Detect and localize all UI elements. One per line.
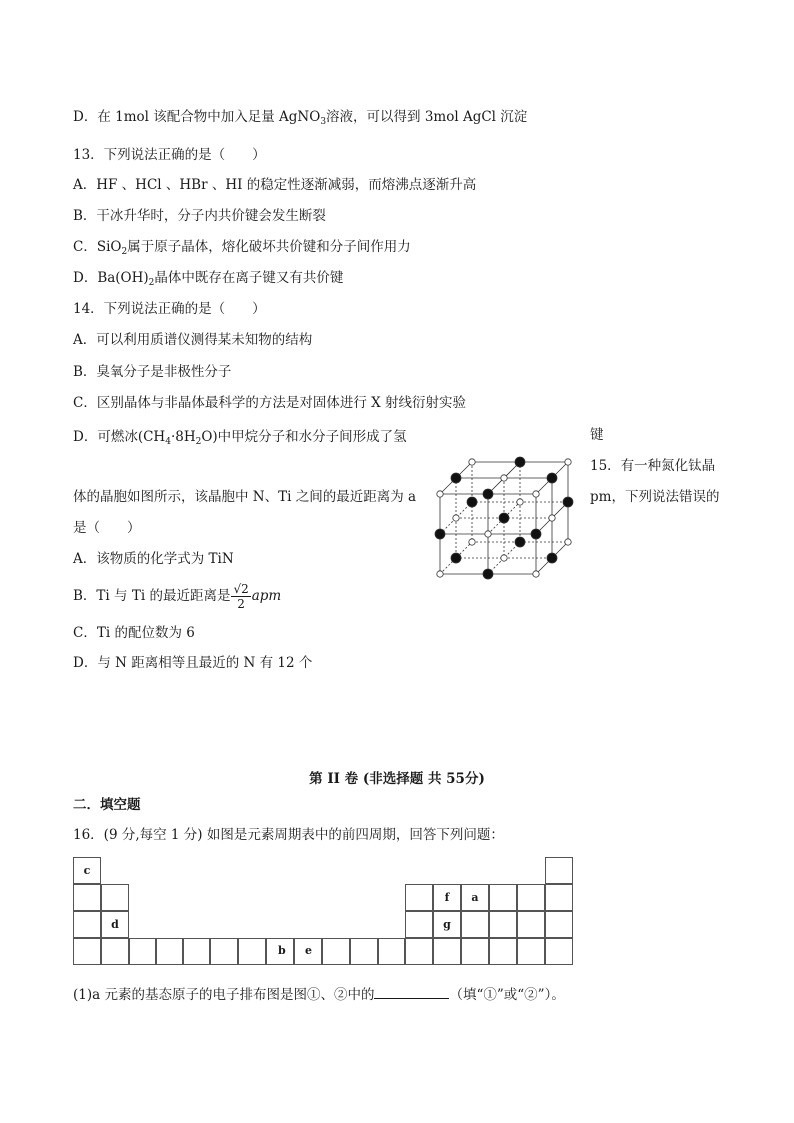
label-b: b bbox=[278, 944, 286, 957]
cell-empty bbox=[489, 911, 517, 938]
q15-stem-left: 体的晶胞如图所示，该晶胞中 N、Ti 之间的最近距离为 a bbox=[73, 489, 417, 505]
sqrt2-over-2-fraction: $\frac{√2}{2}$ bbox=[233, 582, 249, 611]
cell-empty bbox=[545, 884, 573, 911]
cell-empty bbox=[405, 884, 433, 911]
atom-dark bbox=[483, 569, 493, 579]
q13-option-d: D．$Ba(OH)_2$晶体中既存在离子键又有共价键 bbox=[73, 270, 344, 288]
atom-dark bbox=[435, 529, 445, 539]
atom-light bbox=[469, 459, 475, 465]
atom-dark bbox=[467, 497, 477, 507]
cell-d: d bbox=[101, 911, 129, 938]
crystal-cell-figure bbox=[432, 450, 580, 590]
cell-empty bbox=[73, 938, 101, 965]
answer-blank[interactable] bbox=[374, 984, 449, 999]
cell-empty bbox=[405, 911, 433, 938]
q14-option-b: B．臭氧分子是非极性分子 bbox=[73, 364, 232, 380]
atom-dark bbox=[499, 513, 509, 523]
cell-empty bbox=[350, 938, 378, 965]
atom-dark bbox=[531, 529, 541, 539]
cell-empty bbox=[183, 938, 210, 965]
cell-c: c bbox=[73, 857, 101, 884]
cell-empty bbox=[73, 884, 101, 911]
cell-empty bbox=[156, 938, 183, 965]
cell-a: a bbox=[461, 884, 489, 911]
cell-empty bbox=[545, 938, 573, 965]
cell-empty bbox=[378, 938, 405, 965]
cell-empty bbox=[517, 911, 545, 938]
q13-option-b: B．干冰升华时，分子内共价键会发生断裂 bbox=[73, 208, 326, 224]
atom-light bbox=[501, 475, 507, 481]
atom-light bbox=[453, 515, 459, 521]
q15-option-d: D．与 N 距离相等且最近的 N 有 12 个 bbox=[73, 655, 313, 671]
q14-option-d: D．可燃冰$(CH_4\cdot 8H_2O)$中甲烷分子和水分子间形成了氢 bbox=[73, 429, 407, 447]
atom-dark bbox=[515, 457, 525, 467]
q14-option-d-tail: 键 bbox=[590, 427, 604, 443]
q15-stem-right2: pm，下列说法错误的 bbox=[590, 489, 720, 505]
atom-light bbox=[437, 571, 443, 577]
atom-dark bbox=[563, 497, 573, 507]
atom-light bbox=[565, 459, 571, 465]
cell-empty bbox=[238, 938, 266, 965]
cell-empty bbox=[322, 938, 350, 965]
q13-option-c: C．SiO$_2$属于原子晶体，熔化破坏共价键和分子间作用力 bbox=[73, 239, 411, 257]
atom-light bbox=[501, 555, 507, 561]
cell-empty bbox=[405, 938, 433, 965]
cell-empty bbox=[101, 884, 129, 911]
cell-empty bbox=[129, 938, 156, 965]
atom-light bbox=[533, 571, 539, 577]
q15-stem-right: 15．有一种氮化钛晶 bbox=[590, 458, 716, 474]
section-heading: 二．填空题 bbox=[73, 797, 141, 813]
atom-light bbox=[469, 539, 475, 545]
cell-empty bbox=[461, 911, 489, 938]
q16-part1: (1)a 元素的基态原子的电子排布图是图①、②中的 （填“①”或“②”）。 bbox=[73, 984, 565, 1004]
q12-option-d: D．在 1mol 该配合物中加入足量 AgNO$_3$溶液，可以得到 3mol AgCl 沉淀 bbox=[73, 109, 528, 127]
cell-empty bbox=[101, 938, 129, 965]
part2-title: 第 II 卷 (非选择题 共 55分) bbox=[309, 771, 485, 787]
cell-g: g bbox=[433, 911, 461, 938]
atom-light bbox=[517, 499, 523, 505]
q14-stem: 14．下列说法正确的是（ ） bbox=[73, 301, 266, 317]
q15-stem-end: 是（ ） bbox=[73, 520, 141, 536]
q14-option-a: A．可以利用质谱仪测得某未知物的结构 bbox=[73, 332, 313, 348]
atom-dark bbox=[483, 489, 493, 499]
cell-empty bbox=[545, 857, 573, 884]
atom-dark bbox=[451, 473, 461, 483]
label-e: e bbox=[305, 944, 312, 957]
cell-empty bbox=[461, 938, 489, 965]
atom-dark bbox=[451, 553, 461, 563]
cell-empty bbox=[517, 938, 545, 965]
q13-option-a: A．HF 、HCl 、HBr 、HI 的稳定性逐渐减弱，而熔沸点逐渐升高 bbox=[73, 177, 477, 193]
periodic-table bbox=[73, 857, 573, 965]
cell-empty bbox=[545, 911, 573, 938]
cell-empty bbox=[489, 938, 517, 965]
cell-empty bbox=[433, 938, 461, 965]
cell-empty bbox=[210, 938, 238, 965]
q14-option-c: C．区别晶体与非晶体最科学的方法是对固体进行 X 射线衍射实验 bbox=[73, 395, 467, 411]
q15-option-a: A．该物质的化学式为 TiN bbox=[73, 551, 234, 567]
atom-light bbox=[565, 539, 571, 545]
atom-dark bbox=[515, 537, 525, 547]
q13-stem: 13．下列说法正确的是（ ） bbox=[73, 147, 266, 163]
atom-light bbox=[485, 531, 491, 537]
atom-dark bbox=[547, 473, 557, 483]
cell-empty bbox=[517, 884, 545, 911]
atom-dark bbox=[547, 553, 557, 563]
q16-stem: 16．(9 分,每空 1 分) 如图是元素周期表中的前四周期，回答下列问题： bbox=[73, 827, 504, 843]
atom-light bbox=[549, 515, 555, 521]
cell-empty bbox=[73, 911, 101, 938]
cell-empty bbox=[489, 884, 517, 911]
cell-f: f bbox=[433, 884, 461, 911]
q15-option-c: C．Ti 的配位数为 6 bbox=[73, 625, 195, 641]
atom-light bbox=[437, 491, 443, 497]
q15-option-b: B．Ti 与 Ti 的最近距离是 $\frac{√2}{2}$ apm bbox=[73, 582, 282, 611]
atom-light bbox=[533, 491, 539, 497]
